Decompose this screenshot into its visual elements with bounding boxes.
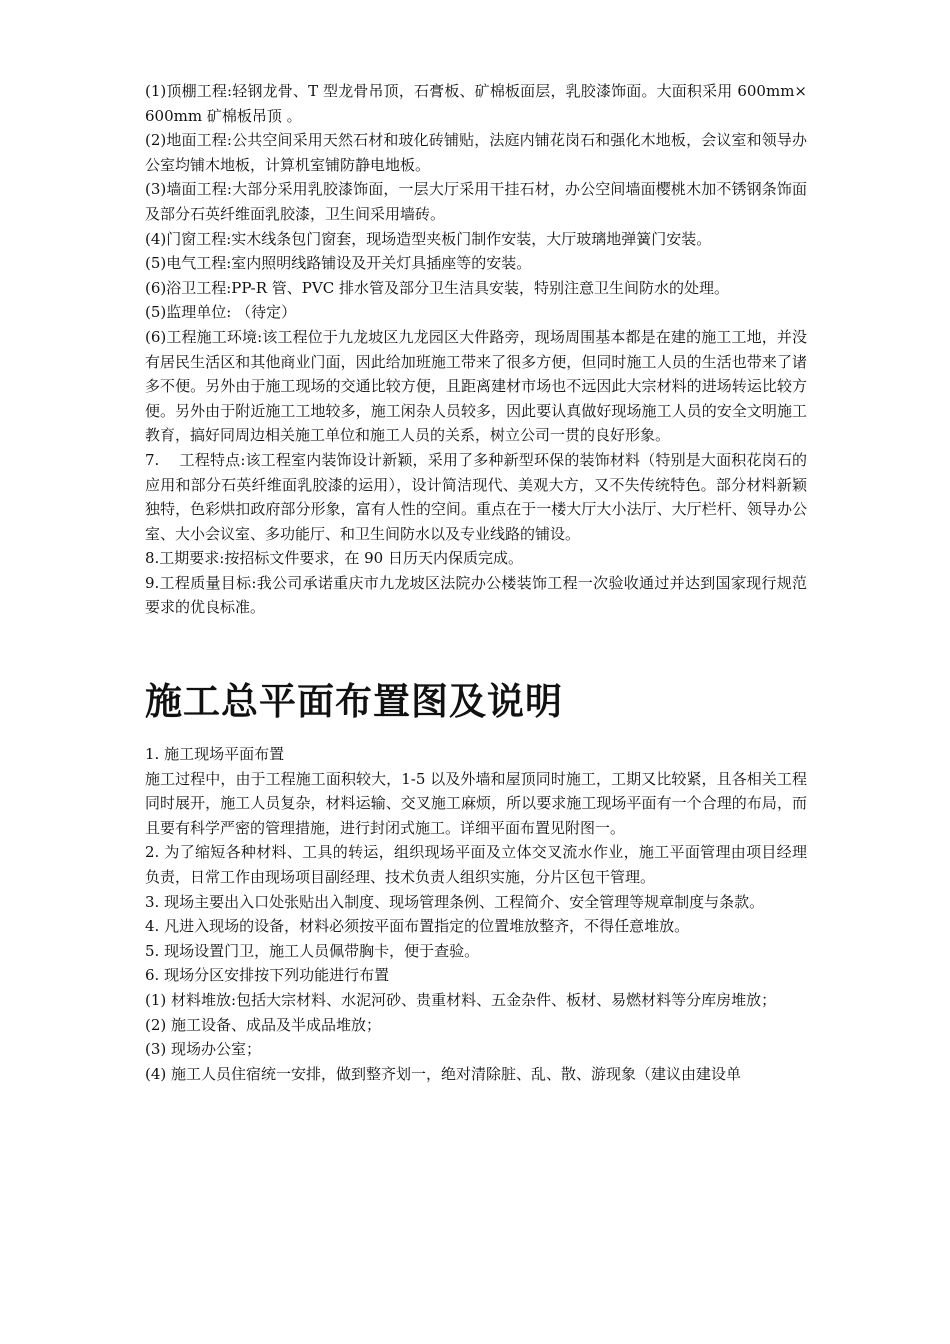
paragraph-supervision: (5)监理单位: （待定）: [145, 303, 297, 322]
paragraph-quality: 9.工程质量目标:我公司承诺重庆市九龙坡区法院办公楼装饰工程一次验收通过并达到国家现行规范要求的优良标准。: [145, 573, 807, 617]
paragraph-zone-equipment: (2) 施工设备、成品及半成品堆放；: [145, 1015, 382, 1034]
paragraph-layout-item-6: 6. 现场分区安排按下列功能进行布置: [145, 966, 390, 985]
paragraph-electrical: (5)电气工程:室内照明线路铺设及开关灯具插座等的安装。: [145, 254, 532, 273]
paragraph-zone-office: (3) 现场办公室；: [145, 1040, 262, 1059]
section-site-layout: [145, 742, 807, 1086]
paragraph-layout-item-2: 2. 为了缩短各种材料、工具的转运，组织现场平面及立体交叉流水作业，施工平面管理由项目经理负责，日常工作由现场项目副经理、技术负责人组织实施，分片区包干管理。: [145, 843, 807, 887]
paragraph-bathroom: (6)浴卫工程:PP-R 管、PVC 排水管及部分卫生洁具安装，特别注意卫生间防水的处理。: [145, 278, 729, 297]
section-title-site-layout: 施工总平面布置图及说明: [145, 680, 563, 724]
document-page: [145, 79, 807, 1086]
section-project-details: [145, 79, 807, 620]
paragraph-layout-heading: 1. 施工现场平面布置: [145, 745, 285, 764]
paragraph-layout-item-3: 3. 现场主要出入口处张贴出入制度、现场管理条例、工程简介、安全管理等规章制度与条款。: [145, 892, 765, 911]
paragraph-floor: (2)地面工程:公共空间采用天然石材和玻化砖铺贴，法庭内铺花岗石和强化木地板，会议室和领导办公室均铺木地板，计算机室铺防静电地板。: [145, 131, 807, 174]
paragraph-layout-item-4: 4. 凡进入现场的设备，材料必须按平面布置指定的位置堆放整齐，不得任意堆放。: [145, 917, 690, 936]
paragraph-wall: (3)墙面工程:大部分采用乳胶漆饰面，一层大厅采用干挂石材，办公空间墙面樱桃木加不锈钢条饰面及部分石英纤维面乳胶漆，卫生间采用墙砖。: [145, 180, 807, 223]
paragraph-zone-materials: (1) 材料堆放:包括大宗材料、水泥河砂、贵重材料、五金杂件、板材、易燃材料等分库房堆放；: [145, 991, 777, 1009]
paragraph-layout-intro: 施工过程中，由于工程施工面积较大，1-5 以及外墙和屋顶同时施工，工期又比较紧，且各相关工程同时展开，施工人员复杂，材料运输、交叉施工麻烦，所以要求施工现场平面有一个合理的布局，而且要有科学严密的管理措施，进行封闭式施工。详细平面布置见附图一。: [145, 769, 807, 837]
paragraph-ceiling: (1)顶棚工程:轻钢龙骨、T 型龙骨吊顶，石膏板、矿棉板面层，乳胶漆饰面。大面积采用 600mm×600mm 矿棉板吊顶 。: [145, 82, 807, 125]
paragraph-zone-housing: (4) 施工人员住宿统一安排，做到整齐划一，绝对清除脏、乱、散、游现象（建议由建设单: [145, 1064, 742, 1083]
paragraph-doors-windows: (4)门窗工程:实木线条包门窗套，现场造型夹板门制作安装，大厅玻璃地弹簧门安装。: [145, 229, 712, 248]
paragraph-layout-item-5: 5. 现场设置门卫，施工人员佩带胸卡，便于查验。: [145, 941, 480, 960]
paragraph-schedule: 8.工期要求:按招标文件要求，在 90 日历天内保质完成。: [145, 549, 523, 568]
paragraph-features: 7. 工程特点:该工程室内装饰设计新颖，采用了多种新型环保的装饰材料（特别是大面积花岗石的应用和部分石英纤维面乳胶漆的运用），设计简洁现代、美观大方，又不失传统特色。部分材料新颖独特，色彩烘扣政府部分形象，富有人性的空间。重点在于一楼大厅大小法厅、大厅栏杆、领导办公室、大小会议室、多功能厅、和卫生间防水以及专业线路的铺设。: [145, 450, 807, 543]
paragraph-environment: (6)工程施工环境:该工程位于九龙坡区九龙园区大件路旁，现场周围基本都是在建的施工工地，并没有居民生活区和其他商业门面，因此给加班施工带来了很多方便，但同时施工人员的生活也带来了诸多不便。另外由于施工现场的交通比较方便，且距离建材市场也不远因此大宗材料的进场转运比较方便。另外由于附近施工工地较多，施工闲杂人员较多，因此要认真做好现场施工人员的安全文明施工教育，搞好同周边相关施工单位和施工人员的关系，树立公司一贯的良好形象。: [145, 327, 807, 445]
